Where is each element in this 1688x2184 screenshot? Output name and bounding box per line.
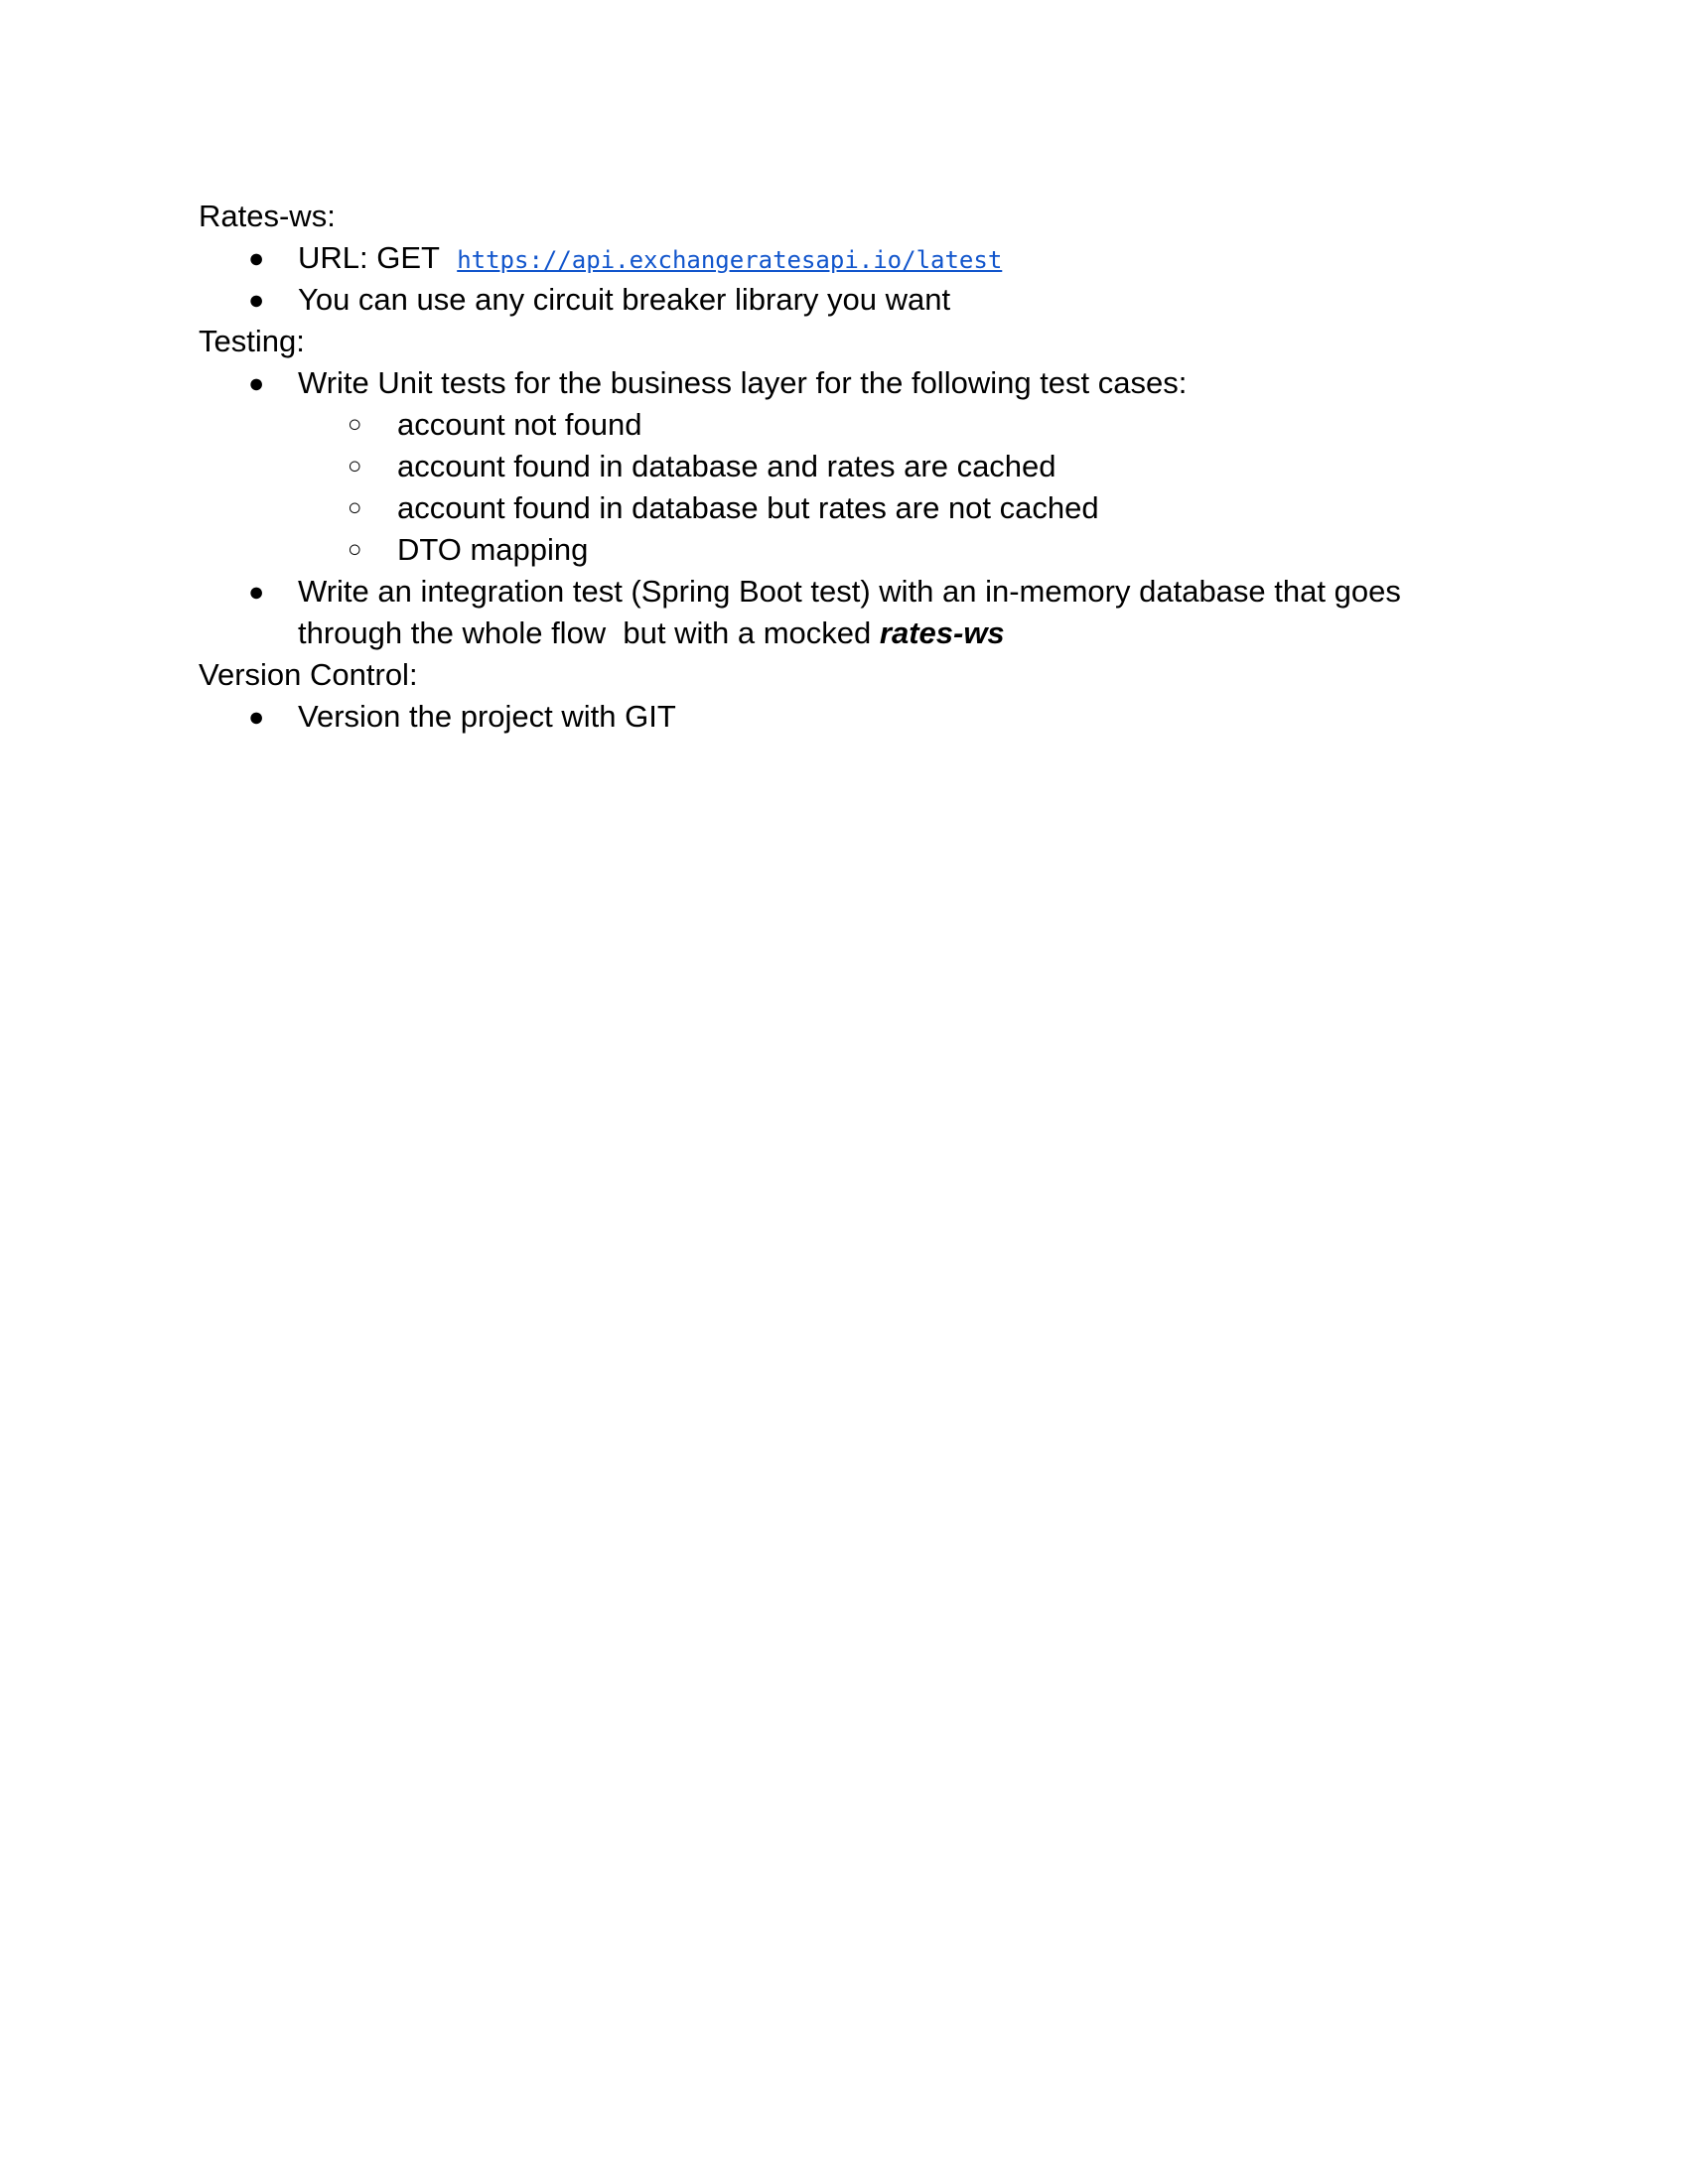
rates-ws-emphasis: rates-ws	[879, 615, 1005, 650]
version-control-heading: Version Control:	[199, 657, 418, 692]
bullet-icon: ●	[248, 702, 265, 732]
testing-heading: Testing:	[199, 324, 305, 358]
git-item: Version the project with GIT	[298, 699, 676, 734]
sub-bullet-icon: ○	[348, 536, 362, 563]
integration-test-line-1: Write an integration test (Spring Boot test) with an in-memory database that goes	[298, 574, 1401, 609]
test-case-item: account found in database and rates are cached	[397, 449, 1056, 483]
circuit-breaker-item: You can use any circuit breaker library you want	[298, 282, 951, 317]
bullet-icon: ●	[248, 368, 265, 398]
api-url-link[interactable]: https://api.exchangeratesapi.io/latest	[457, 246, 1003, 274]
url-item	[298, 237, 1002, 281]
bullet-icon: ●	[248, 285, 265, 315]
sub-bullet-icon: ○	[348, 453, 362, 479]
bullet-icon: ●	[248, 243, 265, 273]
test-case-item: DTO mapping	[397, 532, 589, 567]
test-case-item: account not found	[397, 407, 642, 442]
sub-bullet-icon: ○	[348, 411, 362, 438]
integration-test-line-2	[298, 613, 1005, 654]
test-case-item: account found in database but rates are not cached	[397, 490, 1099, 525]
integration-text: through the whole flow but with a mocked	[298, 615, 880, 650]
url-label: URL: GET	[298, 240, 440, 275]
sub-bullet-icon: ○	[348, 494, 362, 521]
unit-tests-item: Write Unit tests for the business layer for the following test cases:	[298, 365, 1188, 400]
bullet-icon: ●	[248, 577, 265, 607]
rates-ws-heading: Rates-ws:	[199, 199, 336, 233]
